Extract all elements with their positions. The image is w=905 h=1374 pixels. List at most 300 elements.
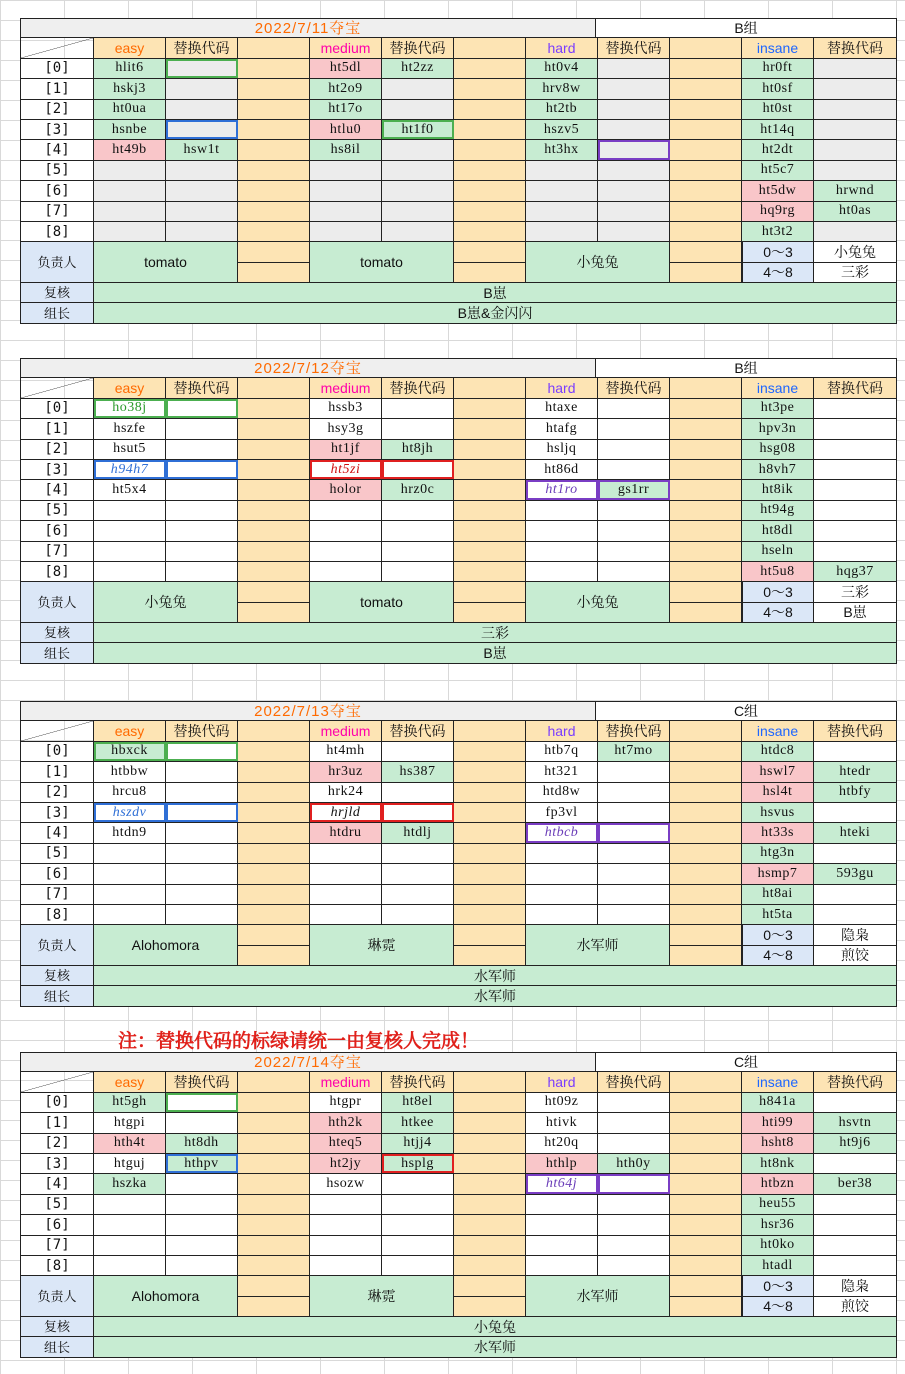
- replace-code-cell[interactable]: [166, 905, 238, 924]
- replace-code-cell[interactable]: [166, 460, 238, 479]
- replace-code-cell[interactable]: [598, 844, 670, 863]
- replace-code-cell[interactable]: htdlj: [382, 823, 454, 842]
- replace-code-cell[interactable]: [598, 440, 670, 459]
- medium-code-cell[interactable]: hteq5: [310, 1134, 382, 1153]
- replace-code-cell[interactable]: [166, 1236, 238, 1255]
- replace-code-cell[interactable]: [814, 1236, 897, 1255]
- insane-code-cell[interactable]: ht0sf: [742, 79, 814, 98]
- easy-code-cell[interactable]: hszfe: [94, 419, 166, 438]
- medium-code-cell[interactable]: [310, 202, 382, 221]
- replace-code-cell[interactable]: [382, 222, 454, 241]
- replace-code-cell[interactable]: [598, 120, 670, 139]
- insane-code-cell[interactable]: hseln: [742, 542, 814, 561]
- medium-code-cell[interactable]: hs8il: [310, 140, 382, 159]
- replace-code-cell[interactable]: [382, 181, 454, 200]
- replace-code-cell[interactable]: [382, 844, 454, 863]
- replace-code-cell[interactable]: ht7mo: [598, 742, 670, 761]
- hard-code-cell[interactable]: ht0v4: [526, 59, 598, 78]
- replace-code-cell[interactable]: [598, 140, 670, 159]
- replace-code-cell[interactable]: [598, 1093, 670, 1112]
- replace-code-cell[interactable]: [382, 140, 454, 159]
- replace-code-cell[interactable]: [814, 742, 897, 761]
- replace-code-cell[interactable]: htjj4: [382, 1134, 454, 1153]
- medium-code-cell[interactable]: hr3uz: [310, 762, 382, 781]
- replace-code-cell[interactable]: [166, 120, 238, 139]
- hard-code-cell[interactable]: [526, 1195, 598, 1214]
- medium-code-cell[interactable]: htdru: [310, 823, 382, 842]
- replace-code-cell[interactable]: [598, 1236, 670, 1255]
- replace-code-cell[interactable]: [814, 1154, 897, 1173]
- replace-code-cell[interactable]: [598, 59, 670, 78]
- replace-code-cell[interactable]: ht8dh: [166, 1134, 238, 1153]
- hard-code-cell[interactable]: [526, 1256, 598, 1275]
- hard-code-cell[interactable]: htd8w: [526, 783, 598, 802]
- replace-code-cell[interactable]: [598, 562, 670, 581]
- easy-code-cell[interactable]: [94, 1215, 166, 1234]
- easy-code-cell[interactable]: [94, 1195, 166, 1214]
- easy-code-cell[interactable]: hsut5: [94, 440, 166, 459]
- easy-code-cell[interactable]: hsnbe: [94, 120, 166, 139]
- medium-code-cell[interactable]: ht1jf: [310, 440, 382, 459]
- replace-code-cell[interactable]: [598, 419, 670, 438]
- replace-code-cell[interactable]: [166, 1195, 238, 1214]
- spacer-cell: [670, 100, 742, 119]
- replace-code-cell[interactable]: [166, 419, 238, 438]
- easy-code-cell[interactable]: [94, 864, 166, 883]
- easy-code-cell[interactable]: hth4t: [94, 1134, 166, 1153]
- hard-code-cell[interactable]: ht321: [526, 762, 598, 781]
- easy-code-cell[interactable]: hskj3: [94, 79, 166, 98]
- replace-code-cell[interactable]: ht1f0: [382, 120, 454, 139]
- medium-code-cell[interactable]: [310, 1256, 382, 1275]
- replace-code-cell[interactable]: [598, 521, 670, 540]
- medium-code-cell[interactable]: htlu0: [310, 120, 382, 139]
- medium-code-cell[interactable]: ht5dl: [310, 59, 382, 78]
- hard-code-cell[interactable]: htaxe: [526, 399, 598, 418]
- replace-code-cell[interactable]: [598, 79, 670, 98]
- hard-code-cell[interactable]: [526, 1215, 598, 1234]
- insane-code-cell[interactable]: ht5ta: [742, 905, 814, 924]
- hard-code-cell[interactable]: htb7q: [526, 742, 598, 761]
- medium-code-cell[interactable]: [310, 905, 382, 924]
- replace-code-cell[interactable]: ht9j6: [814, 1134, 897, 1153]
- replace-code-cell[interactable]: [598, 501, 670, 520]
- replace-code-cell[interactable]: [814, 222, 897, 241]
- replace-code-cell[interactable]: [382, 1256, 454, 1275]
- hard-code-cell[interactable]: [526, 562, 598, 581]
- hard-code-cell[interactable]: [526, 202, 598, 221]
- replace-code-cell[interactable]: [166, 783, 238, 802]
- replace-code-cell[interactable]: [166, 823, 238, 842]
- easy-code-cell[interactable]: htdn9: [94, 823, 166, 842]
- replace-code-cell[interactable]: hsvtn: [814, 1113, 897, 1132]
- replace-code-cell[interactable]: [814, 140, 897, 159]
- medium-code-cell[interactable]: [310, 1195, 382, 1214]
- replace-code-cell[interactable]: [814, 542, 897, 561]
- replace-code-cell[interactable]: [598, 1215, 670, 1234]
- replace-code-cell[interactable]: [814, 79, 897, 98]
- replace-code-cell[interactable]: [598, 222, 670, 241]
- hard-code-cell[interactable]: ht2tb: [526, 100, 598, 119]
- replace-code-cell[interactable]: 593gu: [814, 864, 897, 883]
- insane-code-cell[interactable]: htadl: [742, 1256, 814, 1275]
- easy-code-cell[interactable]: [94, 521, 166, 540]
- insane-code-cell[interactable]: ht3t2: [742, 222, 814, 241]
- insane-code-cell[interactable]: ht14q: [742, 120, 814, 139]
- replace-code-cell[interactable]: [598, 803, 670, 822]
- replace-code-cell[interactable]: [814, 1215, 897, 1234]
- hard-code-cell[interactable]: [526, 1236, 598, 1255]
- insane-code-cell[interactable]: hsmp7: [742, 864, 814, 883]
- hard-code-cell[interactable]: [526, 864, 598, 883]
- replace-code-cell[interactable]: htbfy: [814, 783, 897, 802]
- easy-code-cell[interactable]: ht5x4: [94, 480, 166, 499]
- insane-code-cell[interactable]: hti99: [742, 1113, 814, 1132]
- hard-code-cell[interactable]: [526, 501, 598, 520]
- easy-code-cell[interactable]: [94, 844, 166, 863]
- replace-code-cell[interactable]: [598, 100, 670, 119]
- replace-code-cell[interactable]: hrwnd: [814, 181, 897, 200]
- easy-code-cell[interactable]: hbxck: [94, 742, 166, 761]
- medium-code-cell[interactable]: ht4mh: [310, 742, 382, 761]
- replace-code-cell[interactable]: [382, 1236, 454, 1255]
- insane-code-cell[interactable]: ht3pe: [742, 399, 814, 418]
- medium-code-cell[interactable]: [310, 1236, 382, 1255]
- replace-code-cell[interactable]: [382, 100, 454, 119]
- insane-code-cell[interactable]: hsl4t: [742, 783, 814, 802]
- hard-code-cell[interactable]: [526, 885, 598, 904]
- replace-code-cell[interactable]: [598, 1174, 670, 1193]
- insane-code-cell[interactable]: ht33s: [742, 823, 814, 842]
- replace-code-cell[interactable]: htkee: [382, 1113, 454, 1132]
- insane-code-cell[interactable]: hsr36: [742, 1215, 814, 1234]
- replace-code-cell[interactable]: gs1rr: [598, 480, 670, 499]
- medium-code-cell[interactable]: ht5zi: [310, 460, 382, 479]
- medium-code-cell[interactable]: [310, 161, 382, 180]
- easy-code-cell[interactable]: ho38j: [94, 399, 166, 418]
- replace-code-cell[interactable]: ht2zz: [382, 59, 454, 78]
- easy-code-cell[interactable]: htbbw: [94, 762, 166, 781]
- spacer-cell: [238, 202, 310, 221]
- spacer-cell: [454, 161, 526, 180]
- insane-code-cell[interactable]: hr0ft: [742, 59, 814, 78]
- insane-code-cell[interactable]: ht8ik: [742, 480, 814, 499]
- replace-code-cell[interactable]: hqg37: [814, 562, 897, 581]
- medium-code-cell[interactable]: ht2o9: [310, 79, 382, 98]
- hard-code-cell[interactable]: hrv8w: [526, 79, 598, 98]
- replace-code-cell[interactable]: [814, 59, 897, 78]
- replace-code-cell[interactable]: [166, 1093, 238, 1112]
- insane-code-cell[interactable]: htg3n: [742, 844, 814, 863]
- easy-code-cell[interactable]: hszka: [94, 1174, 166, 1193]
- replace-code-cell[interactable]: [166, 480, 238, 499]
- replace-code-cell[interactable]: [814, 844, 897, 863]
- replace-code-cell[interactable]: [598, 1113, 670, 1132]
- hard-code-cell[interactable]: [526, 905, 598, 924]
- replace-code-cell[interactable]: [166, 885, 238, 904]
- replace-code-cell[interactable]: [382, 783, 454, 802]
- insane-code-cell[interactable]: hq9rg: [742, 202, 814, 221]
- easy-code-cell[interactable]: [94, 501, 166, 520]
- replace-code-cell[interactable]: [382, 79, 454, 98]
- hard-code-cell[interactable]: htbcb: [526, 823, 598, 842]
- easy-code-cell[interactable]: ht49b: [94, 140, 166, 159]
- replace-code-cell[interactable]: [166, 1113, 238, 1132]
- insane-code-cell[interactable]: ht8dl: [742, 521, 814, 540]
- replace-code-cell[interactable]: [814, 480, 897, 499]
- replace-code-cell[interactable]: [814, 440, 897, 459]
- hard-code-cell[interactable]: [526, 542, 598, 561]
- spacer-cell: [454, 542, 526, 561]
- easy-code-cell[interactable]: ht0ua: [94, 100, 166, 119]
- replace-code-cell[interactable]: hthpv: [166, 1154, 238, 1173]
- hard-code-cell[interactable]: ht20q: [526, 1134, 598, 1153]
- hard-code-cell[interactable]: [526, 521, 598, 540]
- easy-code-cell[interactable]: [94, 542, 166, 561]
- replace-code-cell[interactable]: htedr: [814, 762, 897, 781]
- insane-code-cell[interactable]: h8vh7: [742, 460, 814, 479]
- replace-code-cell[interactable]: [598, 762, 670, 781]
- replace-code-cell[interactable]: ber38: [814, 1174, 897, 1193]
- insane-code-cell[interactable]: heu55: [742, 1195, 814, 1214]
- insane-code-cell[interactable]: htdc8: [742, 742, 814, 761]
- replace-code-cell[interactable]: [382, 742, 454, 761]
- medium-code-cell[interactable]: [310, 521, 382, 540]
- hard-code-cell[interactable]: ht64j: [526, 1174, 598, 1193]
- hard-code-cell[interactable]: [526, 181, 598, 200]
- easy-code-cell[interactable]: [94, 202, 166, 221]
- hard-code-cell[interactable]: ht86d: [526, 460, 598, 479]
- range-label: 0～3: [742, 1276, 814, 1295]
- row-index: [1]: [20, 1113, 94, 1132]
- replace-code-cell[interactable]: hsplg: [382, 1154, 454, 1173]
- hard-code-cell[interactable]: hthlp: [526, 1154, 598, 1173]
- replace-code-cell[interactable]: ht8jh: [382, 440, 454, 459]
- replace-code-cell[interactable]: [814, 1093, 897, 1112]
- easy-code-cell[interactable]: [94, 905, 166, 924]
- replace-code-cell[interactable]: [166, 742, 238, 761]
- replace-code-cell[interactable]: [814, 905, 897, 924]
- replace-code-cell[interactable]: [166, 79, 238, 98]
- replace-code-cell[interactable]: [382, 419, 454, 438]
- replace-code-cell[interactable]: [382, 460, 454, 479]
- replace-code-cell[interactable]: [598, 181, 670, 200]
- medium-code-cell[interactable]: holor: [310, 480, 382, 499]
- insane-code-cell[interactable]: ht0ko: [742, 1236, 814, 1255]
- replace-code-cell[interactable]: [598, 823, 670, 842]
- replace-code-cell[interactable]: [814, 120, 897, 139]
- easy-code-cell[interactable]: [94, 1256, 166, 1275]
- corner-diagonal: [20, 378, 94, 397]
- spacer-cell: [454, 1113, 526, 1132]
- hard-code-cell[interactable]: [526, 222, 598, 241]
- replace-code-cell[interactable]: [598, 202, 670, 221]
- easy-code-cell[interactable]: hszdv: [94, 803, 166, 822]
- replace-code-cell[interactable]: [166, 844, 238, 863]
- header-hard: hard: [526, 721, 598, 740]
- replace-code-cell[interactable]: [382, 521, 454, 540]
- medium-code-cell[interactable]: [310, 844, 382, 863]
- replace-code-cell[interactable]: [598, 885, 670, 904]
- replace-code-cell[interactable]: [166, 202, 238, 221]
- medium-code-cell[interactable]: [310, 885, 382, 904]
- replace-code-cell[interactable]: [814, 1256, 897, 1275]
- replace-code-cell[interactable]: [382, 399, 454, 418]
- replace-code-cell[interactable]: [598, 905, 670, 924]
- medium-code-cell[interactable]: hssb3: [310, 399, 382, 418]
- insane-code-cell[interactable]: hsvus: [742, 803, 814, 822]
- hard-code-cell[interactable]: fp3vl: [526, 803, 598, 822]
- replace-code-cell[interactable]: [814, 885, 897, 904]
- replace-code-cell[interactable]: [382, 803, 454, 822]
- replace-code-cell[interactable]: [166, 399, 238, 418]
- hard-code-cell[interactable]: htafg: [526, 419, 598, 438]
- replace-code-cell[interactable]: [382, 864, 454, 883]
- replace-code-cell[interactable]: [814, 501, 897, 520]
- replace-code-cell[interactable]: [382, 562, 454, 581]
- replace-code-cell[interactable]: [598, 542, 670, 561]
- replace-code-cell[interactable]: [166, 59, 238, 78]
- medium-code-cell[interactable]: [310, 562, 382, 581]
- medium-code-cell[interactable]: hsozw: [310, 1174, 382, 1193]
- insane-code-cell[interactable]: ht94g: [742, 501, 814, 520]
- replace-code-cell[interactable]: [382, 1174, 454, 1193]
- hard-code-cell[interactable]: hszv5: [526, 120, 598, 139]
- hard-code-cell[interactable]: ht1ro: [526, 480, 598, 499]
- insane-code-cell[interactable]: hsht8: [742, 1134, 814, 1153]
- medium-code-cell[interactable]: [310, 181, 382, 200]
- medium-code-cell[interactable]: ht2jy: [310, 1154, 382, 1173]
- medium-code-cell[interactable]: [310, 501, 382, 520]
- replace-code-cell[interactable]: [382, 501, 454, 520]
- replace-code-cell[interactable]: [166, 521, 238, 540]
- replace-code-cell[interactable]: [166, 100, 238, 119]
- insane-code-cell[interactable]: hsg08: [742, 440, 814, 459]
- easy-code-cell[interactable]: [94, 562, 166, 581]
- medium-code-cell[interactable]: [310, 222, 382, 241]
- replace-code-cell[interactable]: [814, 399, 897, 418]
- replace-code-cell[interactable]: [166, 1174, 238, 1193]
- insane-code-cell[interactable]: h841a: [742, 1093, 814, 1112]
- replace-code-cell[interactable]: [382, 885, 454, 904]
- replace-code-cell[interactable]: [814, 100, 897, 119]
- replace-code-cell[interactable]: [598, 1195, 670, 1214]
- hard-code-cell[interactable]: ht09z: [526, 1093, 598, 1112]
- hard-code-cell[interactable]: hsljq: [526, 440, 598, 459]
- medium-code-cell[interactable]: hth2k: [310, 1113, 382, 1132]
- replace-code-cell[interactable]: [814, 419, 897, 438]
- replace-code-cell[interactable]: [166, 440, 238, 459]
- replace-code-cell[interactable]: [814, 460, 897, 479]
- easy-code-cell[interactable]: hrcu8: [94, 783, 166, 802]
- replace-code-cell[interactable]: [166, 501, 238, 520]
- replace-code-cell[interactable]: hsw1t: [166, 140, 238, 159]
- hard-code-cell[interactable]: htivk: [526, 1113, 598, 1132]
- replace-code-cell[interactable]: [166, 864, 238, 883]
- spacer-cell: [454, 762, 526, 781]
- insane-code-cell[interactable]: ht5u8: [742, 562, 814, 581]
- replace-code-cell[interactable]: ht0as: [814, 202, 897, 221]
- medium-code-cell[interactable]: htgpr: [310, 1093, 382, 1112]
- replace-code-cell[interactable]: [166, 803, 238, 822]
- easy-code-cell[interactable]: ht5gh: [94, 1093, 166, 1112]
- medium-code-cell[interactable]: hrjld: [310, 803, 382, 822]
- insane-code-cell[interactable]: ht8nk: [742, 1154, 814, 1173]
- row-index: [8]: [20, 222, 94, 241]
- replace-code-cell[interactable]: [598, 161, 670, 180]
- hard-code-cell[interactable]: [526, 844, 598, 863]
- replace-code-cell[interactable]: [382, 202, 454, 221]
- insane-code-cell[interactable]: hpv3n: [742, 419, 814, 438]
- medium-code-cell[interactable]: [310, 1215, 382, 1234]
- insane-code-cell[interactable]: ht8ai: [742, 885, 814, 904]
- replace-code-cell[interactable]: [814, 803, 897, 822]
- hard-code-cell[interactable]: [526, 161, 598, 180]
- insane-code-cell[interactable]: ht2dt: [742, 140, 814, 159]
- replace-code-cell[interactable]: hs387: [382, 762, 454, 781]
- easy-code-cell[interactable]: h94h7: [94, 460, 166, 479]
- insane-code-cell[interactable]: hswl7: [742, 762, 814, 781]
- medium-code-cell[interactable]: [310, 864, 382, 883]
- replace-code-cell[interactable]: [166, 1256, 238, 1275]
- replace-code-cell[interactable]: [166, 1215, 238, 1234]
- replace-code-cell[interactable]: [382, 542, 454, 561]
- easy-code-cell[interactable]: htguj: [94, 1154, 166, 1173]
- insane-code-cell[interactable]: htbzn: [742, 1174, 814, 1193]
- replace-code-cell[interactable]: [166, 222, 238, 241]
- easy-code-cell[interactable]: htgpi: [94, 1113, 166, 1132]
- replace-code-cell[interactable]: [598, 399, 670, 418]
- replace-code-cell[interactable]: [166, 181, 238, 200]
- replace-code-cell[interactable]: [598, 783, 670, 802]
- replace-code-cell[interactable]: [814, 161, 897, 180]
- hard-code-cell[interactable]: ht3hx: [526, 140, 598, 159]
- replace-code-cell[interactable]: hrz0c: [382, 480, 454, 499]
- easy-code-cell[interactable]: [94, 1236, 166, 1255]
- replace-code-cell[interactable]: [814, 521, 897, 540]
- replace-code-cell[interactable]: [382, 905, 454, 924]
- replace-code-cell[interactable]: [166, 562, 238, 581]
- replace-code-cell[interactable]: ht8el: [382, 1093, 454, 1112]
- replace-code-cell[interactable]: [166, 542, 238, 561]
- insane-code-cell[interactable]: ht5c7: [742, 161, 814, 180]
- easy-code-cell[interactable]: [94, 885, 166, 904]
- easy-code-cell[interactable]: [94, 181, 166, 200]
- replace-code-cell[interactable]: [814, 1195, 897, 1214]
- replace-code-cell[interactable]: [598, 1256, 670, 1275]
- replace-code-cell[interactable]: [166, 762, 238, 781]
- spacer-cell: [670, 1256, 742, 1275]
- replace-code-cell[interactable]: hth0y: [598, 1154, 670, 1173]
- replace-code-cell[interactable]: [166, 161, 238, 180]
- easy-code-cell[interactable]: [94, 161, 166, 180]
- replace-code-cell[interactable]: [598, 864, 670, 883]
- medium-code-cell[interactable]: hrk24: [310, 783, 382, 802]
- replace-code-cell[interactable]: [598, 460, 670, 479]
- replace-code-cell[interactable]: hteki: [814, 823, 897, 842]
- replace-code-cell[interactable]: [382, 1195, 454, 1214]
- replace-code-cell[interactable]: [382, 161, 454, 180]
- medium-code-cell[interactable]: hsy3g: [310, 419, 382, 438]
- replace-code-cell[interactable]: [598, 1134, 670, 1153]
- replace-code-cell[interactable]: [382, 1215, 454, 1234]
- easy-code-cell[interactable]: hlit6: [94, 59, 166, 78]
- medium-code-cell[interactable]: [310, 542, 382, 561]
- easy-code-cell[interactable]: [94, 222, 166, 241]
- medium-code-cell[interactable]: ht17o: [310, 100, 382, 119]
- insane-code-cell[interactable]: ht5dw: [742, 181, 814, 200]
- insane-code-cell[interactable]: ht0st: [742, 100, 814, 119]
